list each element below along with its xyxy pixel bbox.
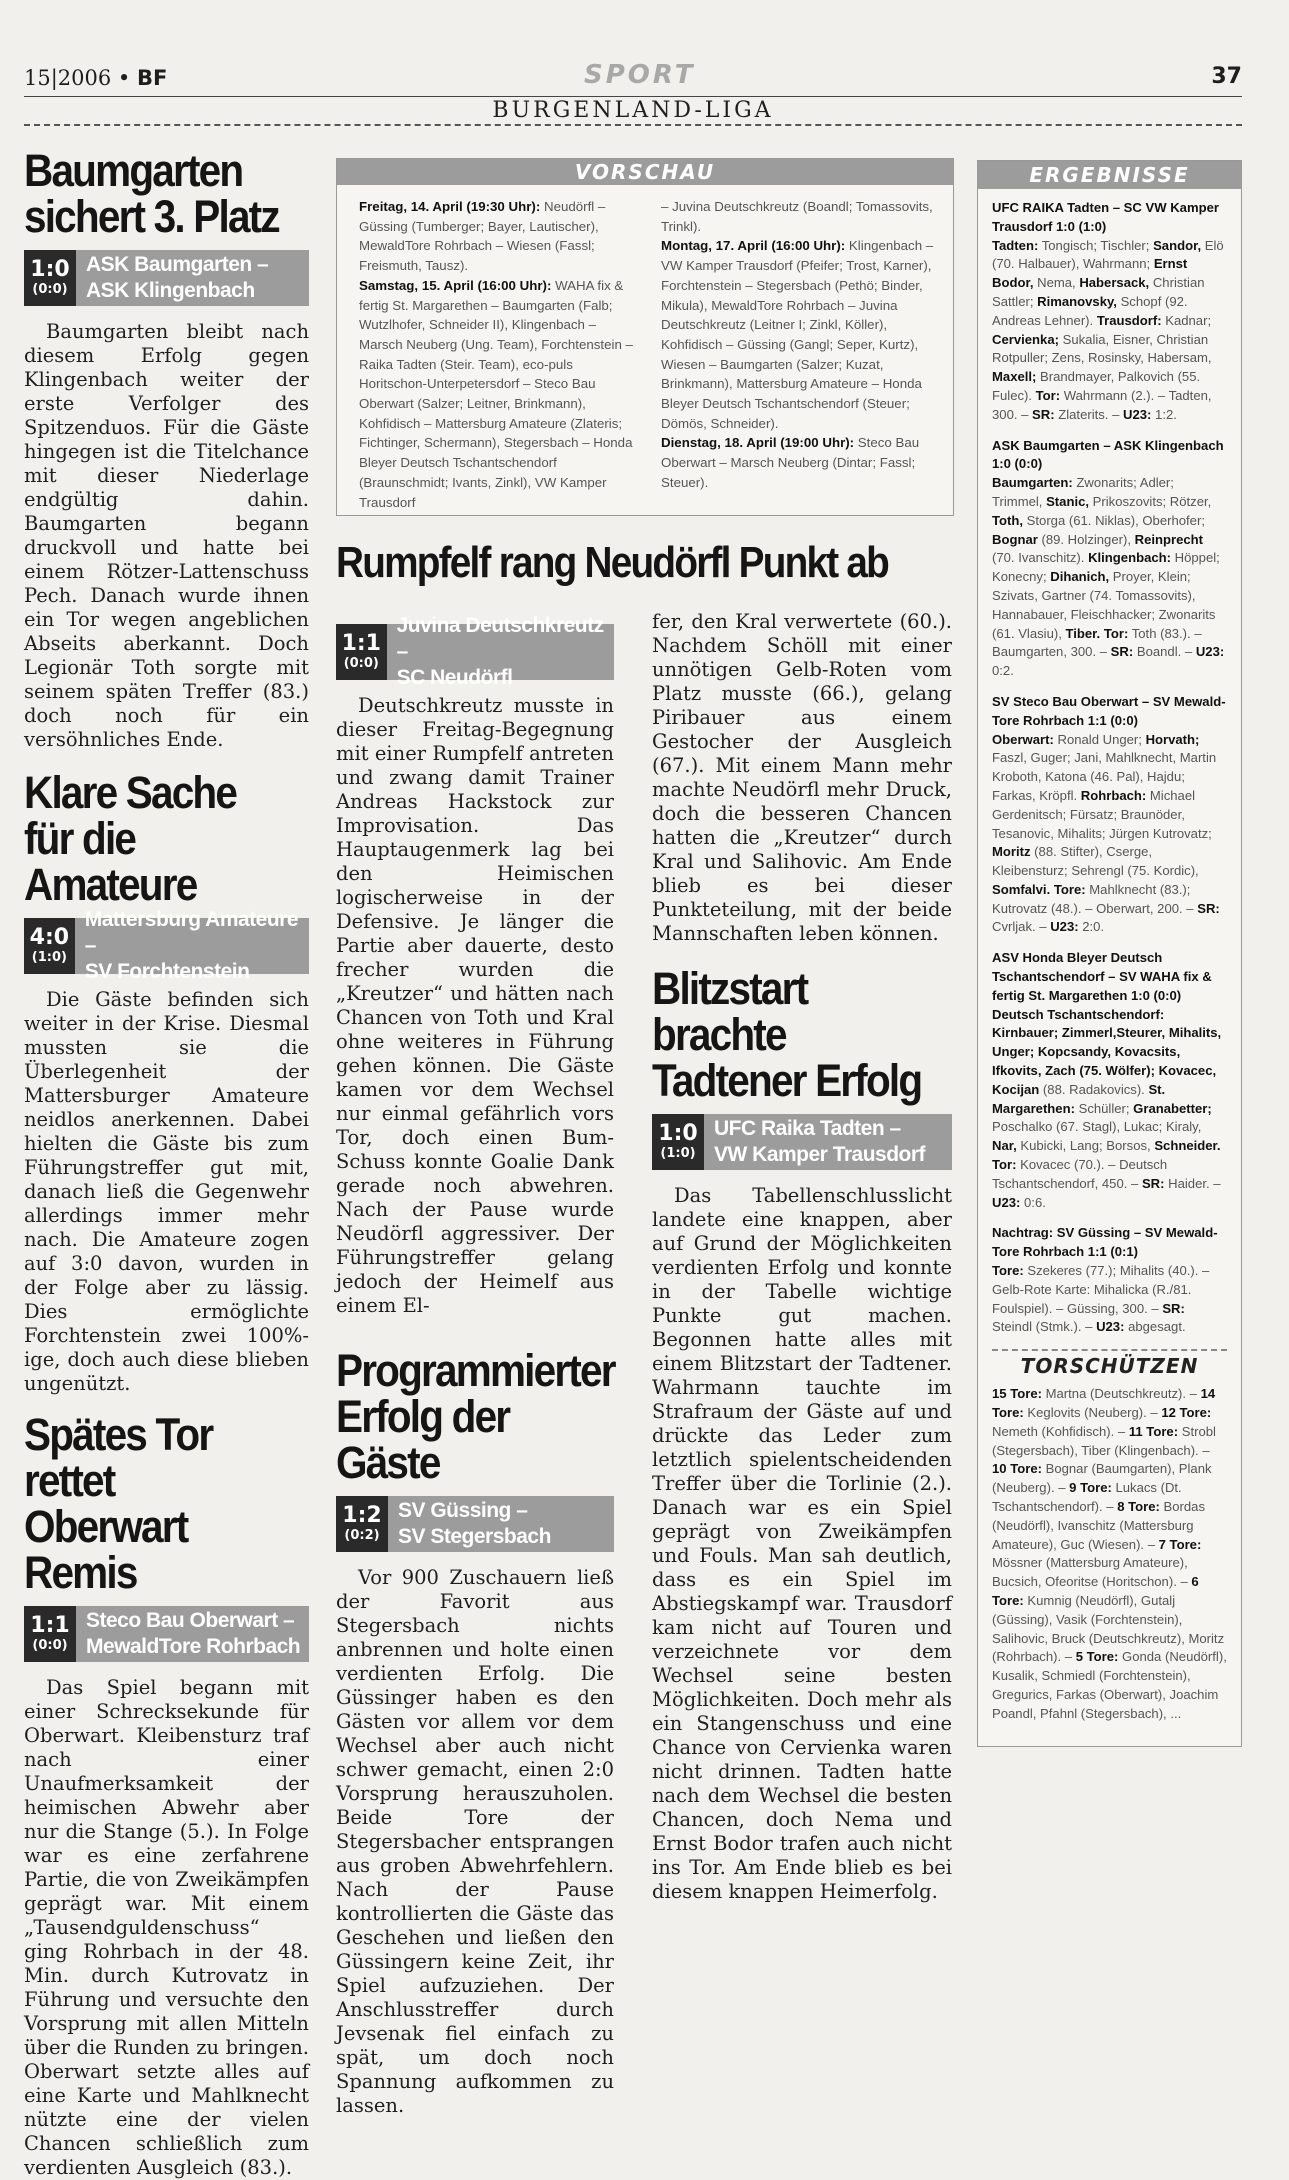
article-body-continued: fer, den Kral verwertete (60.). Nachdem Schöll mit einer unnötigen Gelb-Roten vom Platz musste (66.), gelang Piribauer aus einem Gestocher der Ausgleich (67.). Mit einem Mann mehr machte Neudörfl mehr Druck, doch die besseren Chancen hatten die „Kreutzer“ durch Kral und Salihovic. Am Ende blieb es bei dieser Punkteteilung, mit der beide Mannschaften leben können. bbox=[652, 610, 952, 945]
article-body: Das Tabellenschlusslicht landete eine knappen, aber auf Grund der Möglichkeiten verdienten Erfolg und konnte in der Tabelle wichtige Punkte gut machen. Begonnen hatte alles mit einem Blitzstart der Tadtener. Wahrmann tauchte im Strafraum der Gäste auf und drückte das Leder zum letztlich spielentscheidenden Treffer über die Torlinie (2.). Danach war es ein Spiel geprägt von Zweikämpfen und Fouls. Man sah deutlich, dass es ein Spiel im Abstiegskampf war. Trausdorf kam nicht auf Touren und verzeichnete vor dem Wechsel seine besten Möglichkeiten. Doch mehr als ein Stangenschuss und eine Chance von Cervienka waren nicht drinnen. Tadten hatte nach dem Wechsel die besten Chancen, doch Nema und Ernst Bodor trafen auch nicht ins Tor. Am Ende blieb es bei diesem knappen Heimerfolg. bbox=[652, 1184, 952, 1903]
score-box: 1:0 (0:0) ASK Baumgarten – ASK Klingenbach bbox=[24, 250, 309, 306]
match-heading: Nachtrag: SV Güssing – SV Mewald-Tore Rohrbach 1:1 (0:1) bbox=[992, 1225, 1218, 1260]
match-heading: UFC RAIKA Tadten – SC VW Kamper Trausdorf 1:0 (1:0) bbox=[992, 200, 1219, 234]
match-result: SV Steco Bau Oberwart – SV Mewald-Tore Rohrbach 1:1 (0:0) Oberwart: Ronald Unger; Horvath; Faszl, Guger; Jani, Mahlknecht, Martin Kroboth, Katona (46. Pal), Hajdu; Farkas, Kröpfl. Rohrbach: Michael Gerdenitsch; Fürsatz; Braunöder, Tesanovic, Mihalits; Jürgen Kutrovatz; Moritz (88. Stifter), Cserge, Kleibensturz; Sehrengl (75. Kordic), Somfalvi. Tore: Mahlknecht (83.); Kutrovatz (48.). – Oberwart, 200. – SR: Cvrljak. – U23: 2:0. bbox=[992, 693, 1226, 935]
article-oberwart bbox=[24, 1409, 309, 2180]
score-box: 1:2 (0:2) SV Güssing – SV Stegersbach bbox=[336, 1496, 614, 1552]
match-result: ASK Baumgarten – ASK Klingenbach 1:0 (0:0) Baumgarten: Zwonarits; Adler; Trimmel, Stanic, Prikoszovits; Rötzer, Toth, Storga (61. Niklas), Oberhofer; Bognar (89. Holzinger), Reinprecht (70. Ivanschitz). Klingenbach: Höppel; Konecny; Dihanich, Proyer, Klein; Szivats, Gartner (74. Tomassovits), Hannabauer, Fleischhacker; Zwonarits (61. Vlasiu), Tiber. Tor: Toth (83.). – Baumgarten, 300. – SR: Boandl. – U23: 0:2. bbox=[992, 437, 1225, 679]
match-result: ASV Honda Bleyer Deutsch Tschantschendorf – SV WAHA fix & fertig St. Margarethen 1:0 (0:0) Deutsch Tschantschendorf: Kirnbauer; Zimmerl,Steurer, Mihalits, Unger; Kopcsandy, Kovacsits, Ifkovits, Zach (75. Wölfer); Kovacec, Kocijan (88. Radakovics). St. Margarethen: Schüller; Granabetter; Poschalko (67. Stagl), Lukac; Kiraly, Nar, Kubicki, Lang; Borsos, Schneider. Tor: Kovacec (70.). – Deutsch Tschantschendorf, 450. – SR: Haider. – U23: 0:6. bbox=[992, 950, 1222, 1210]
article-body: Die Gäste befinden sich weiter in der Krise. Diesmal mussten sie die Überlegenheit der Mattersburger Amateure neidlos anerkennen. Dabei hielten die Gäste bis zum Führungstreffer gut mit, danach ließ die Gegenwehr allerdings immer mehr nach. Die Amateure zogen auf 3:0 davon, wurden in der Folge aber zu lässig. Dies ermöglichte Forchtenstein zwei 100%-ige, doch auch diese blieben ungenützt. bbox=[24, 988, 309, 1395]
column-left bbox=[24, 145, 309, 2180]
score-box: 1:1 (0:0) Steco Bau Oberwart – MewaldTore Rohrbach bbox=[24, 1606, 309, 1662]
torschuetzen-list: 15 Tore: Martna (Deutschkreutz). – 14 Tore: Keglovits (Neuberg). – 12 Tore: Nemeth (Kohfidisch). – 11 Tore: Strobl (Stegersbach), Tiber (Klingenbach). – 10 Tore: Bognar (Baumgarten), Plank (Neuberg). – 9 Tore: Lukacs (Dt. Tschantschendorf). – 8 Tore: Bordas (Neudörfl), Ivanschitz (Mattersburg Amateure), Guc (Wiesen). – 7 Tore: Mössner (Mattersburg Amateure), Bucsich, Ofeoritse (Horitschon). – 6 Tore: Kumnig (Neudörfl), Gutalj (Güssing), Vasik (Forchtenstein), Salihovic, Bruck (Deutschkreutz), Moritz (Rohrbach). – 5 Tore: Gonda (Neudörfl), Kusalik, Schmiedl (Forchtenstein), Gregurics, Farkas (Oberwart), Joachim Poandl, Pfahnl (Stegersbach), ... bbox=[992, 1386, 1227, 1721]
article-neudoerfl-headline bbox=[336, 540, 952, 586]
headline: Programmierter Erfolg der Gäste bbox=[336, 1345, 615, 1488]
article-guessing bbox=[336, 1345, 615, 2118]
header-dashed-rule bbox=[24, 124, 1242, 126]
issue-label: 15|2006 • BF bbox=[24, 66, 168, 90]
torschuetzen-title: TORSCHÜTZEN bbox=[992, 1349, 1227, 1379]
score-box: 1:0 (1:0) UFC Raika Tadten – VW Kamper Trausdorf bbox=[652, 1114, 952, 1170]
article-body: Vor 900 Zuschauern ließ der Favorit aus Stegersbach nichts anbrennen und holte einen verdienten Erfolg. Die Güssinger haben es den Gästen vor allem vor dem Wechsel aber auch nicht schwer gemacht, einen 2:0 Vorsprung herauszuholen. Beide Tore der Stegersbacher entsprangen aus groben Abwehrfehlern. Nach der Pause kontrollierten die Gäste das Geschehen und ließen den Güssingern keine Zeit, ihr Spiel aufzuziehen. Der Anschlusstreffer durch Jevsenak fiel einfach zu spät, um doch noch Spannung aufkommen zu lassen. bbox=[336, 1566, 614, 2117]
ergebnisse-list bbox=[978, 189, 1241, 1746]
column-middle bbox=[336, 610, 614, 2118]
headline: Spätes Tor rettet Oberwart Remis bbox=[24, 1409, 213, 1598]
headline: Baumgarten sichert 3. Platz bbox=[24, 145, 279, 242]
league-title: BURGENLAND-LIGA bbox=[492, 98, 774, 123]
vorschau-box bbox=[336, 158, 954, 516]
article-baumgarten bbox=[24, 145, 309, 752]
page-header bbox=[24, 60, 1242, 100]
headline: Blitzstart brachte Tadtener Erfolg bbox=[652, 963, 922, 1106]
score-box: 4:0 (1:0) Mattersburg Amateure – SV Forchtenstein bbox=[24, 918, 309, 974]
vorschau-col-1: Freitag, 14. April (19:30 Uhr): Neudörfl – Güssing (Tumberger; Bayer, Lautischer), MewaldTore Rohrbach – Wiesen (Fassl; Freismuth, Tausz). Samstag, 15. April (16:00 Uhr): WAHA fix & fertig St. Margarethen – Baumgarten (Falb; Wutzlhofer, Schneider II), Klingenbach – Marsch Neuberg (Ung. Team), Forchtenstein – Raika Tadten (Steir. Team), eco-puls Horitschon-Unterpetersdorf – Steco Bau Oberwart (Salzer; Leitner, Brinkmann), Kohfidisch – Mattersburg Amateure (Zlateris; Fichtinger, Schermann), Stegersbach – Honda Bleyer Deutsch Tschantschendorf (Braunschmidt; Ivants, Zinkl), VW Kamper Trausdorf bbox=[359, 199, 633, 510]
score-box: 1:1 (0:0) Juvina Deutschkreutz – SC Neudörfl bbox=[336, 624, 614, 680]
page-number: 37 bbox=[1211, 64, 1242, 89]
vorschau-col-2: – Juvina Deutschkreutz (Boandl; Tomassovits, Trinkl). Montag, 17. April (16:00 Uhr): Klingenbach – VW Kamper Trausdorf (Pfeifer; Trost, Karner), Forchtenstein – Stegersbach (Pethö; Binder, Mikula), MewaldTore Rohrbach – Juvina Deutschkreutz (Leitner I; Zinkl, Köller), Kohfidisch – Güssing (Gangl; Seper, Kurtz), Wiesen – Baumgarten (Salzer; Kuzat, Brinkmann), Mattersburg Amateure – Honda Bleyer Deutsch Tschantschendorf (Steuer; Dömös, Schneider). Dienstag, 18. April (19:00 Uhr): Steco Bau Oberwart – Marsch Neuberg (Dintar; Fassl; Steuer). bbox=[661, 199, 934, 490]
article-body: Das Spiel begann mit einer Schrecksekunde für Oberwart. Kleibensturz traf nach einer Unaufmerksamkeit der heimischen Abwehr aber nur die Stange (5.). In Folge war es eine zerfahrene Partie, die von Zweikämpfen geprägt war. Mit einem „Tausendguldenschuss“ ging Rohrbach in der 48. Min. durch Kutrovatz in Führung und versuchte den Vorsprung mit allen Mitteln über die Runden zu bringen. Oberwart setzte alles auf eine Karte und Mahlknecht nützte eine der vielen Chancen schließlich zum verdienten Ausgleich (83.). bbox=[24, 1676, 309, 2179]
vorschau-title: VORSCHAU bbox=[337, 159, 953, 185]
match-result: Nachtrag: SV Güssing – SV Mewald-Tore Rohrbach 1:1 (0:1) Tore: Szekeres (77.); Mihalits (40.). – Gelb-Rote Karte: Mihalicka (R./81. Foulspiel). – Güssing, 300. – SR: Steindl (Stmk.). – U23: abgesagt. bbox=[992, 1225, 1218, 1335]
match-heading: SV Steco Bau Oberwart – SV Mewald-Tore Rohrbach 1:1 (0:0) bbox=[992, 693, 1226, 728]
ergebnisse-sidebar bbox=[977, 160, 1242, 1747]
article-body: Baumgarten bleibt nach diesem Erfolg gegen Klingenbach weiter der erste Verfolger des Spitzenduos. Für die Gäste hingegen ist die Titelchance mit dieser Niederlage endgültig dahin. Baumgarten begann druckvoll und hatte bei einem Rötzer-Lattenschuss Pech. Danach wurde ihnen ein Tor wegen angeblichen Abseits aberkannt. Doch Legionär Toth sorgte mit seinem späten Treffer (83.) doch noch für ein versöhnliches Ende. bbox=[24, 320, 309, 751]
section-title: SPORT bbox=[584, 60, 696, 90]
headline: Rumpfelf rang Neudörfl Punkt ab bbox=[336, 538, 889, 587]
newspaper-page bbox=[24, 50, 1242, 2179]
match-heading: ASK Baumgarten – ASK Klingenbach 1:0 (0:0) bbox=[992, 437, 1224, 472]
article-amateure bbox=[24, 767, 309, 1396]
article-tadten bbox=[652, 963, 952, 1904]
headline: Klare Sache für die Amateure bbox=[24, 767, 237, 910]
match-result: UFC RAIKA Tadten – SC VW Kamper Trausdorf 1:0 (1:0) Tadten: Tongisch; Tischler; Sandor, Elö (70. Halbauer), Wahrmann; Ernst Bodor, Nema, Habersack, Christian Sattler; Rimanovsky, Schopf (92. Andreas Lehner). Trausdorf: Kadnar; Cervienka; Sukalia, Eisner, Christian Rotpuller; Zens, Rosinsky, Habersam, Maxell; Brandmayer, Palkovich (55. Fulec). Tor: Wahrmann (2.). – Tadten, 300. – SR: Zlaterits. – U23: 1:2. bbox=[992, 200, 1224, 422]
ergebnisse-title: ERGEBNISSE bbox=[978, 161, 1241, 189]
column-center-right bbox=[652, 610, 952, 1904]
match-heading: ASV Honda Bleyer Deutsch Tschantschendorf – SV WAHA fix & fertig St. Margarethen 1:0 (0:0) bbox=[992, 950, 1212, 1003]
article-body: Deutschkreutz musste in dieser Freitag-Begegnung mit einer Rumpfelf antreten und zwang damit Trainer Andreas Hackstock zur Improvisation. Das Hauptaugenmerk lag bei den Heimischen logischerweise in der Defensive. Je länger die Partie aber dauerte, desto frecher wurden die „Kreutzer“ und hätten nach Chancen von Toth und Kral ohne weiteres in Führung gehen können. Die Gäste kamen vor dem Wechsel nur einmal gefährlich vors Tor, doch einen Bum-Schuss konnte Goalie Dank gerade noch abwehren. Nach der Pause wurde Neudörfl aggressiver. Der Führungstreffer gelang jedoch der Heimelf aus einem El- bbox=[336, 694, 614, 1317]
header-rule bbox=[24, 96, 1242, 97]
